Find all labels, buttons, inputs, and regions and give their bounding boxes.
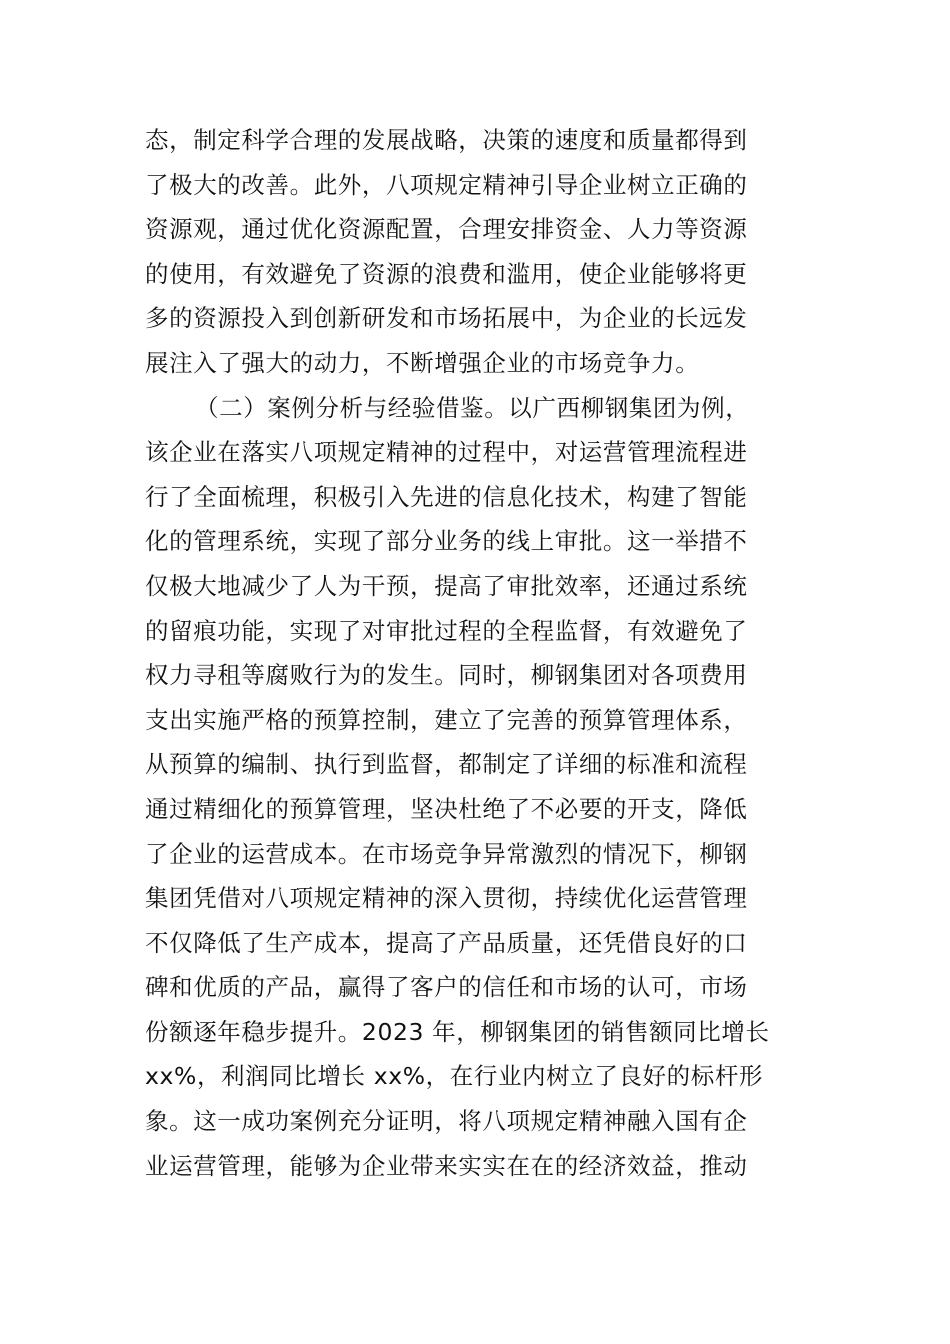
text-line: 了极大的改善。此外，八项规定精神引导企业树立正确的 [145,170,748,199]
text-line: 行了全面梳理，积极引入先进的信息化技术，构建了智能 [145,482,748,511]
text-line: 的留痕功能，实现了对审批过程的全程监督，有效避免了 [145,616,748,645]
text-line: 展注入了强大的动力，不断增强企业的市场竞争力。 [145,348,700,377]
text-line: 该企业在落实八项规定精神的过程中，对运营管理流程进 [145,438,748,467]
text-line: 象。这一成功案例充分证明，将八项规定精神融入国有企 [145,1107,748,1136]
text-line: 化的管理系统，实现了部分业务的线上审批。这一举措不 [145,527,748,556]
text-line: 业运营管理，能够为企业带来实实在在的经济效益，推动 [145,1151,748,1180]
text-line: 碑和优质的产品，赢得了客户的信任和市场的认可，市场 [145,973,748,1002]
paragraph-resource-view [145,118,807,386]
text-line: 份额逐年稳步提升。2023 年，柳钢集团的销售额同比增长 [145,1017,770,1046]
text-line: 权力寻租等腐败行为的发生。同时，柳钢集团对各项费用 [145,661,748,690]
text-line: 不仅降低了生产成本，提高了产品质量，还凭借良好的口 [145,928,748,957]
text-line: 集团凭借对八项规定精神的深入贯彻，持续优化运营管理 [145,884,748,913]
section-heading-line: （二）案例分析与经验借鉴。以广西柳钢集团为例， [195,393,750,422]
text-line: 资源观，通过优化资源配置，合理安排资金、人力等资源 [145,215,748,244]
text-line: 通过精细化的预算管理，坚决杜绝了不必要的开支，降低 [145,794,748,823]
text-line: 了企业的运营成本。在市场竞争异常激烈的情况下，柳钢 [145,839,748,868]
text-line: xx%，利润同比增长 xx%，在行业内树立了良好的标杆形 [145,1062,764,1091]
text-line: 的使用，有效避免了资源的浪费和滥用，使企业能够将更 [145,259,748,288]
text-line: 仅极大地减少了人为干预，提高了审批效率，还通过系统 [145,571,748,600]
text-line: 态，制定科学合理的发展战略，决策的速度和质量都得到 [145,126,748,154]
paragraph-case-analysis [145,386,807,1189]
text-line: 从预算的编制、执行到监督，都制定了详细的标准和流程 [145,750,748,779]
text-line: 支出实施严格的预算控制，建立了完善的预算管理体系， [145,705,748,734]
text-line: 多的资源投入到创新研发和市场拓展中，为企业的长远发 [145,304,748,333]
document-page [145,118,807,1188]
